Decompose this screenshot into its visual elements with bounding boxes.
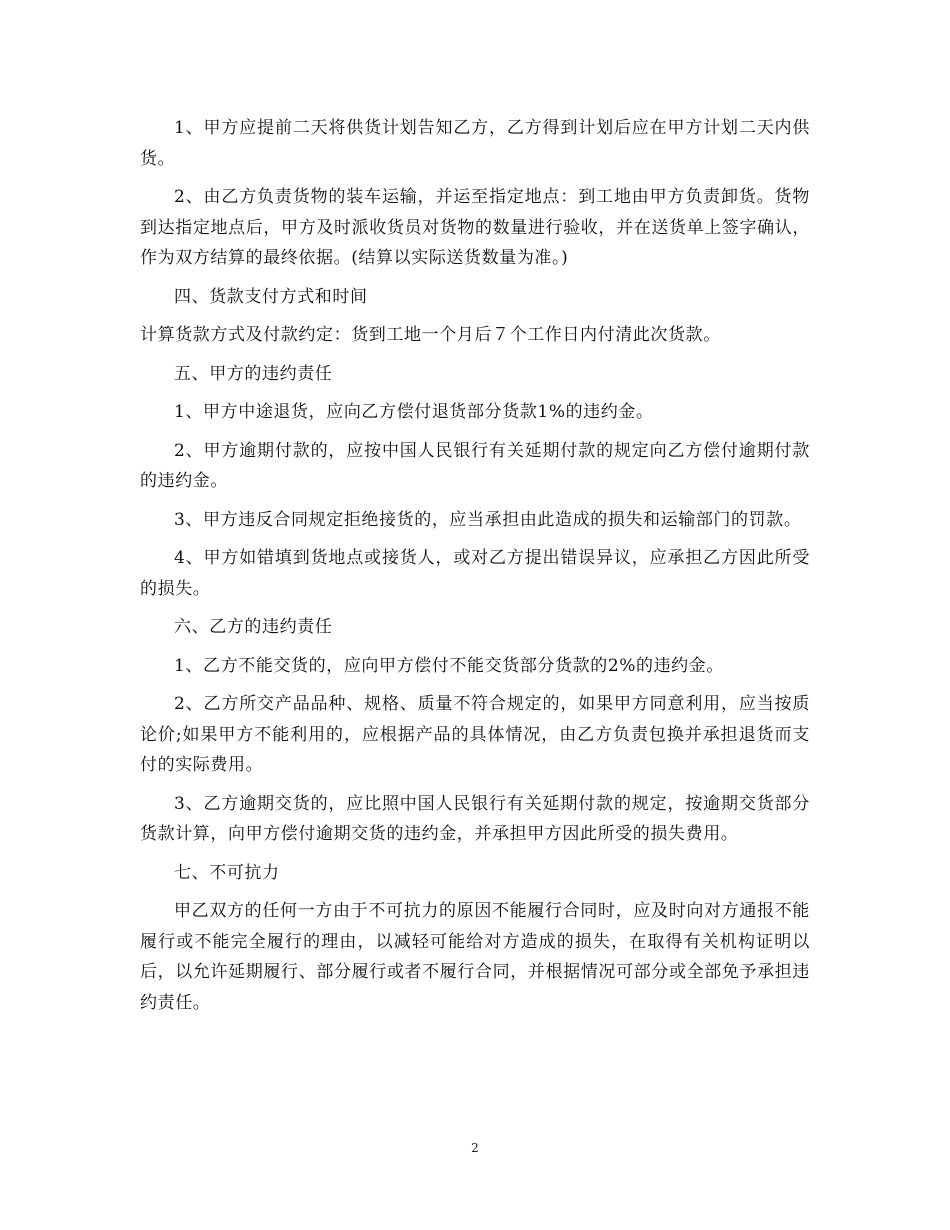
paragraph-party-a-refusal: 3、甲方违反合同规定拒绝接货的，应当承担由此造成的损失和运输部门的罚款。	[174, 509, 802, 530]
paragraph-force-majeure: 甲乙双方的任何一方由于不可抗力的原因不能履行合同时，应及时向对方通报不能履行或不能完全履行的理由，以减轻可能给对方造成的损失，在取得有关机构证明以后，以允许延期履行、部分履行或者不履行合同，并根据情况可部分或全部免予承担违约责任。	[140, 901, 810, 1013]
paragraph-payment-terms: 计算货款方式及付款约定：货到工地一个月后７个工作日内付清此次货款。	[140, 325, 721, 345]
paragraph-supply-plan: 1、甲方应提前二天将供货计划告知乙方，乙方得到计划后应在甲方计划二天内供货。	[140, 118, 810, 169]
page-number: 2	[471, 1141, 479, 1155]
section-heading-force-majeure: 七、不可抗力	[174, 862, 280, 883]
section-heading-party-b-liability: 六、乙方的违约责任	[174, 617, 333, 637]
paragraph-party-a-wrong-address: 4、甲方如错填到货地点或接货人，或对乙方提出错误异议，应承担乙方因此所受的损失。	[140, 548, 810, 599]
document-body	[140, 113, 810, 1026]
paragraph-party-a-late-payment: 2、甲方逾期付款的，应按中国人民银行有关延期付款的规定向乙方偿付逾期付款的违约金。	[140, 440, 810, 491]
section-heading-payment: 四、货款支付方式和时间	[174, 286, 368, 307]
paragraph-party-b-no-delivery: 1、乙方不能交货的，应向甲方偿付不能交货部分货款的2%的违约金。	[174, 655, 724, 676]
section-heading-party-a-liability: 五、甲方的违约责任	[174, 363, 333, 384]
paragraph-party-b-quality: 2、乙方所交产品品种、规格、质量不符合规定的，如果甲方同意利用，应当按质论价;如果甲方不能利用的，应根据产品的具体情况，由乙方负责包换并承担退货而支付的实际费用。	[140, 694, 810, 775]
paragraph-party-b-late-delivery: 3、乙方逾期交货的，应比照中国人民银行有关延期付款的规定，按逾期交货部分货款计算，向甲方偿付逾期交货的违约金，并承担甲方因此所受的损失费用。	[140, 793, 810, 844]
paragraph-transport: 2、由乙方负责货物的装车运输，并运至指定地点：到工地由甲方负责卸货。货物到达指定地点后，甲方及时派收货员对货物的数量进行验收，并在送货单上签字确认，作为双方结算的最终依据。(结算以实际送货数量为准。)	[140, 187, 810, 268]
paragraph-party-a-return: 1、甲方中途退货，应向乙方偿付退货部分货款1%的违约金。	[174, 402, 654, 422]
